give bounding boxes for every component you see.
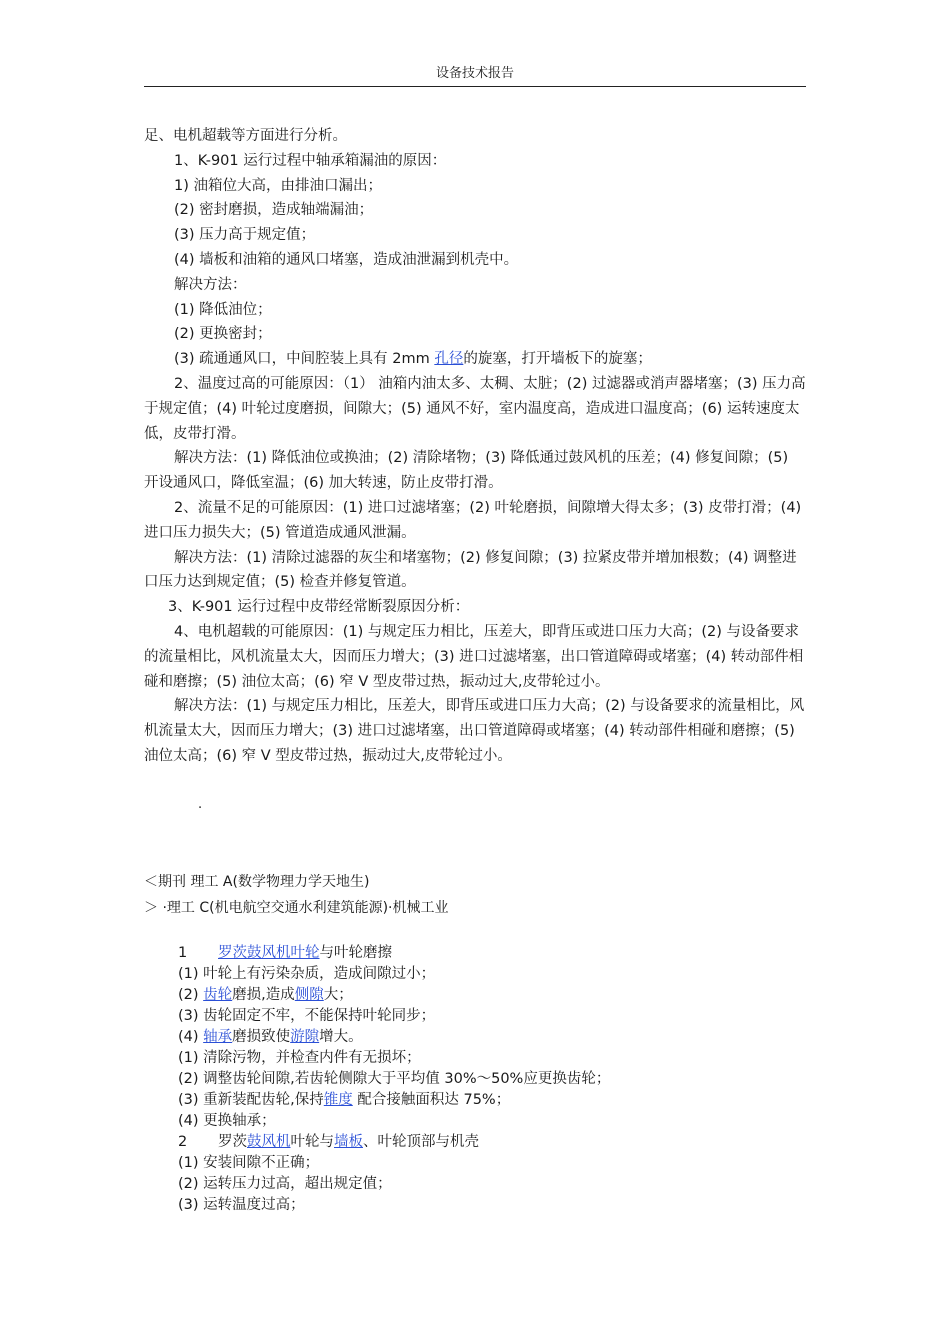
text: 磨损,造成 — [232, 987, 295, 1003]
paragraph: 解决方法：(1) 降低油位或换油；(2) 清除堵物；(3) 降低通过鼓风机的压差；(4) 修复间隙；(5) 开设通风口，降低室温；(6) 加大转速，防止皮带打滑。 — [144, 450, 789, 492]
paragraph: 足、电机超载等方面进行分析。 — [144, 128, 347, 144]
list-item: (3) 压力高于规定值； — [174, 227, 316, 244]
journal-category-line: ＜期刊 理工 A(数学物理力学天地生) — [144, 874, 370, 890]
list-item: (1) 清除污物，并检查内件有无损坏； — [178, 1050, 421, 1066]
section-heading — [178, 943, 778, 964]
text: 配合接触面积达 75%； — [352, 1092, 511, 1108]
dot-mark: . — [198, 797, 203, 812]
list-item — [178, 1027, 778, 1048]
journal-category-line: ＞ ·理工 C(机电航空交通水利建筑能源)·机械工业 — [144, 900, 449, 916]
list-item: (2) 密封磨损，造成轴端漏油； — [174, 202, 374, 219]
header-rule — [144, 86, 806, 87]
text: 增大。 — [319, 1029, 363, 1045]
text: 大； — [323, 987, 353, 1003]
text: (2) — [178, 987, 204, 1003]
text: 的旋塞，打开墙板下的旋塞； — [463, 351, 652, 368]
blower-link[interactable]: 鼓风机 — [247, 1134, 291, 1150]
report-body — [144, 124, 806, 769]
list-item: (2) 运转压力过高，超出规定值； — [178, 1176, 392, 1192]
list-item: (2) 调整齿轮间隙,若齿轮侧隙大于平均值 30%～50%应更换齿轮； — [178, 1071, 611, 1087]
list-item: (1) 安装间隙不正确； — [178, 1155, 320, 1171]
list-item: (4) 墙板和油箱的通风口堵塞，造成油泄漏到机壳中。 — [174, 251, 519, 268]
section-number: 2 — [178, 1134, 188, 1150]
list-item: (3) 运转温度过高； — [178, 1197, 305, 1213]
text: (4) — [178, 1029, 204, 1045]
bearing-link[interactable]: 轴承 — [203, 1029, 233, 1045]
taper-link[interactable]: 锥度 — [323, 1092, 353, 1108]
list-item: 1) 油箱位大高，由排油口漏出； — [174, 177, 382, 194]
paragraph: 解决方法： — [174, 276, 247, 293]
aperture-link[interactable]: 孔径 — [434, 351, 464, 368]
section-two — [178, 943, 778, 1216]
text: 罗茨 — [218, 1134, 247, 1150]
list-item: (4) 更换轴承； — [178, 1113, 276, 1129]
text: (3) 疏通通风口，中间腔装上具有 2mm — [174, 351, 435, 368]
text: 、叶轮顶部与机壳 — [363, 1134, 479, 1150]
paragraph: 3、K-901 运行过程中皮带经常断裂原因分析： — [168, 599, 470, 616]
list-item: (1) 降低油位； — [174, 301, 272, 318]
text: 磨损致使 — [232, 1029, 291, 1045]
paragraph: 2、温度过高的可能原因：（1） 油箱内油太多、太稠、太脏；(2) 过滤器或消声器堵塞；(3) 压力高于规定值；(4) 叶轮过度磨损，间隙大；(5) 通风不好，室内温度高，造成进口温度高；(6) 运转速度太低，皮带打滑。 — [144, 375, 806, 442]
roots-blower-impeller-link[interactable]: 罗茨鼓风机叶轮 — [218, 945, 320, 961]
wall-plate-link[interactable]: 墙板 — [334, 1134, 363, 1150]
list-item: (2) 更换密封； — [174, 326, 272, 343]
list-item: (3) 齿轮固定不牢，不能保持叶轮同步； — [178, 1008, 436, 1024]
text: 叶轮与 — [290, 1134, 334, 1150]
gear-link[interactable]: 齿轮 — [203, 987, 233, 1003]
section-number: 1 — [178, 945, 188, 961]
paragraph: 1、K-901 运行过程中轴承箱漏油的原因： — [174, 152, 447, 169]
paragraph: 解决方法：(1) 清除过滤器的灰尘和堵塞物；(2) 修复间隙；(3) 拉紧皮带并增加根数；(4) 调整进口压力达到规定值；(5) 检查并修复管道。 — [144, 549, 797, 591]
paragraph: 解决方法：(1) 与规定压力相比，压差大，即背压或进口压力大高；(2) 与设备要求的流量相比，风机流量太大，因而压力增大；(3) 进口过滤堵塞，出口管道障碍或堵塞；(4) 转动部件相碰和磨擦；(5) 油位太高；(6) 窄 V 型皮带过热，振动过大,皮带轮过小。 — [144, 698, 805, 764]
list-item — [144, 347, 806, 372]
clearance-link[interactable]: 游隙 — [290, 1029, 320, 1045]
paragraph: 2、流量不足的可能原因：(1) 进口过滤堵塞；(2) 叶轮磨损，间隙增大得太多；(3) 皮带打滑；(4) 进口压力损失大；(5) 管道造成通风泄漏。 — [144, 499, 802, 541]
text: 与叶轮磨擦 — [319, 945, 392, 961]
list-item — [178, 1090, 778, 1111]
section-heading — [178, 1132, 778, 1153]
backlash-link[interactable]: 侧隙 — [294, 987, 324, 1003]
list-item: (1) 叶轮上有污染杂质，造成间隙过小； — [178, 966, 436, 982]
paragraph: 4、电机超载的可能原因：(1) 与规定压力相比，压差大，即背压或进口压力大高；(2) 与设备要求的流量相比，风机流量太大，因而压力增大；(3) 进口过滤堵塞，出口管道障碍或堵塞；(4) 转动部件相碰和磨擦；(5) 油位太高；(6) 窄 V 型皮带过热，振动过大,皮带轮过小。 — [144, 623, 804, 690]
text: (3) 重新装配齿轮,保持 — [178, 1092, 324, 1108]
list-item — [178, 985, 778, 1006]
page-header: 设备技术报告 — [435, 66, 514, 81]
